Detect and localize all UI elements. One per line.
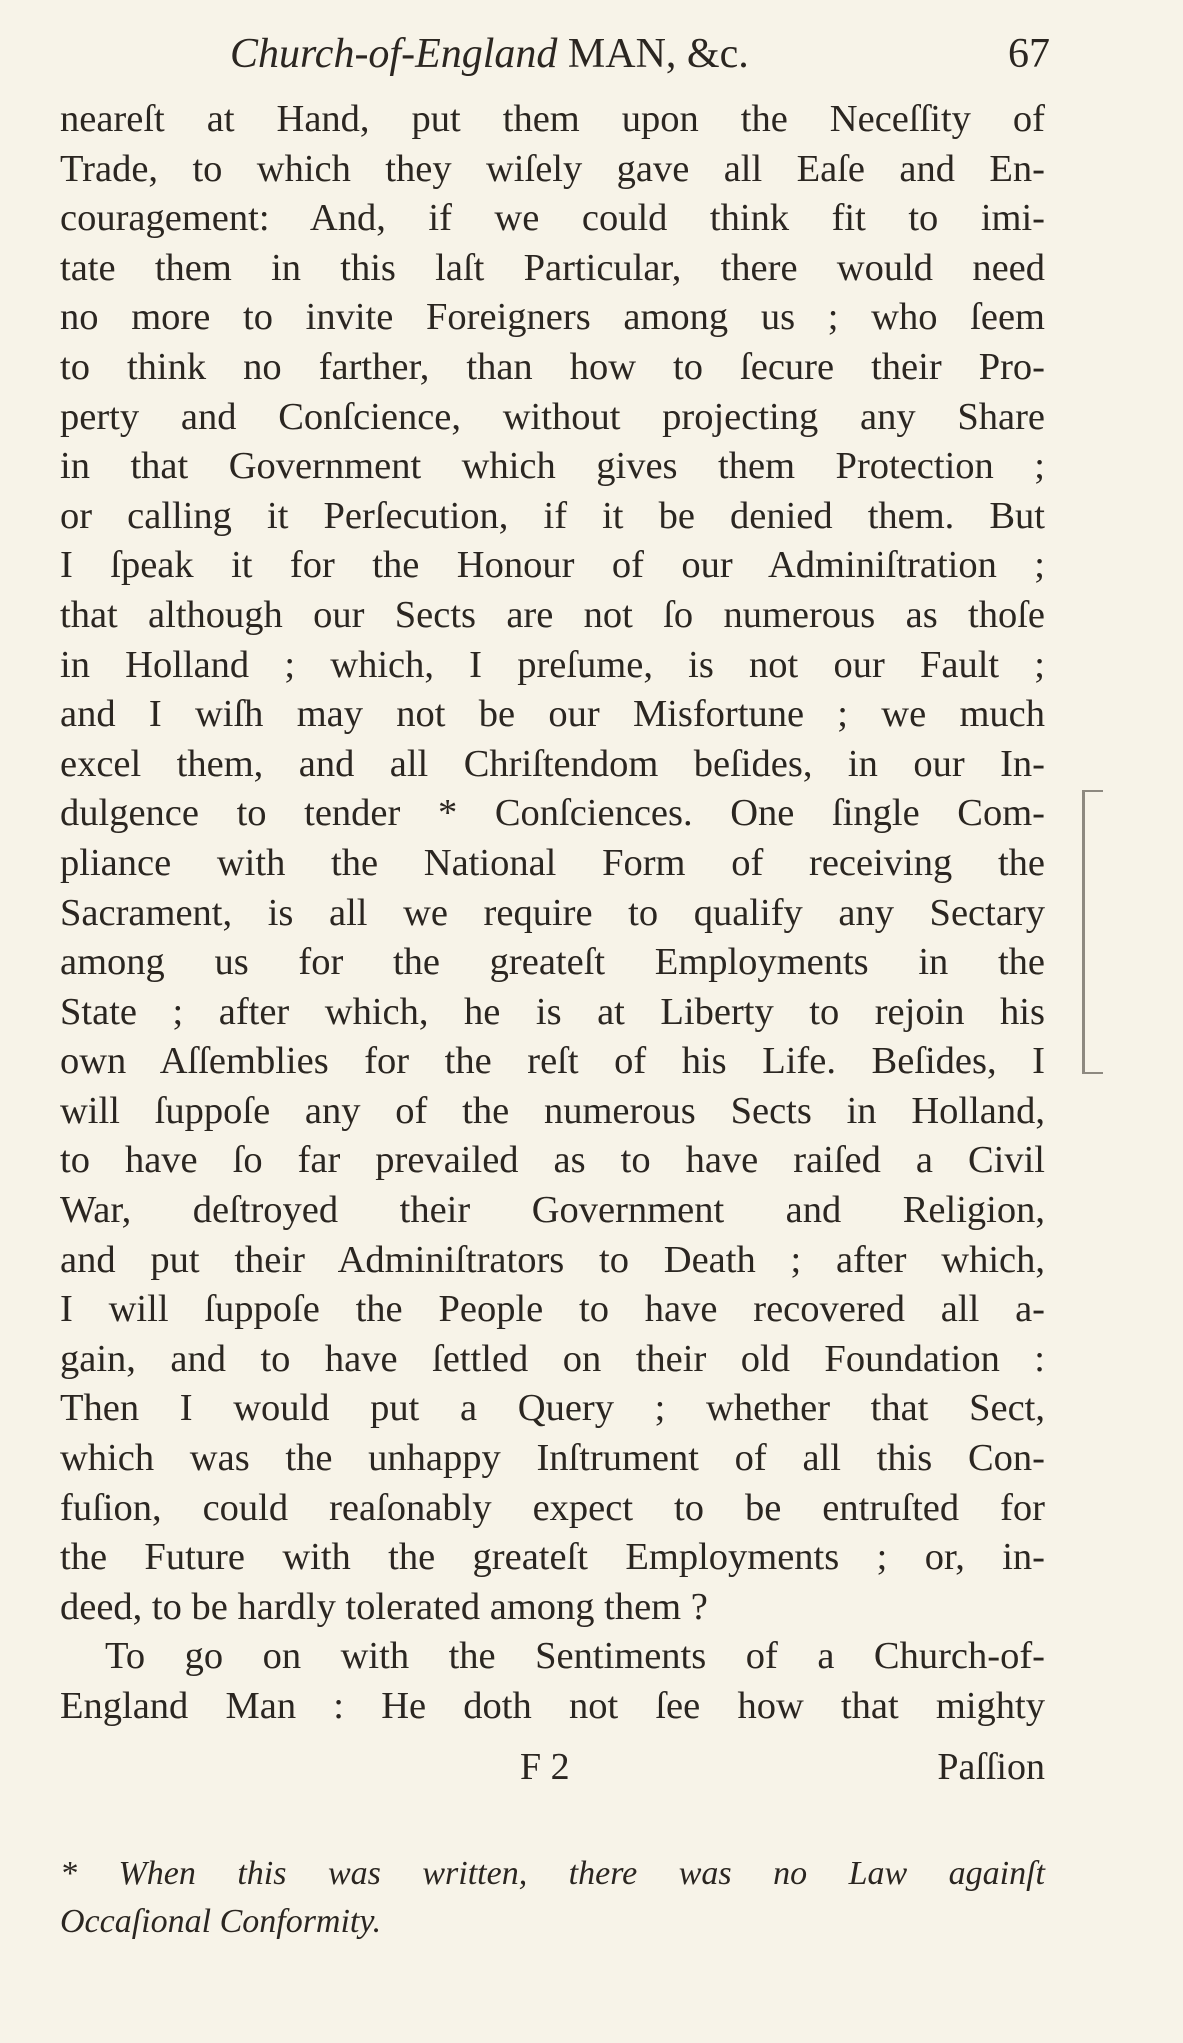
- text-line: pliance with the National Form of receiving the: [60, 841, 1045, 884]
- text-line: perty and Conſcience, without projecting any Share: [60, 395, 1045, 438]
- text-line: and put their Adminiſtrators to Death ; after which,: [60, 1238, 1045, 1281]
- text-line: no more to invite Foreigners among us ; who ſeem: [60, 296, 1045, 339]
- body-text: [60, 95, 1045, 1732]
- text-line: couragement: And, if we could think fit to imi-: [60, 197, 1045, 240]
- text-line: in that Government which gives them Protection ;: [60, 445, 1045, 488]
- text-line: to think no farther, than how to ſecure their Pro-: [60, 345, 1045, 388]
- text-line: to have ſo far prevailed as to have raiſed a Civil: [60, 1139, 1045, 1182]
- text-line: own Aſſemblies for the reſt of his Life. Beſides, I: [60, 1040, 1045, 1083]
- running-title: Church-of-England MAN, &c.: [230, 31, 749, 77]
- text-line: Then I would put a Query ; whether that Sect,: [60, 1387, 1045, 1430]
- text-line: will ſuppoſe any of the numerous Sects in Holland,: [60, 1089, 1045, 1132]
- text-line: fuſion, could reaſonably expect to be entruſted for: [60, 1486, 1045, 1529]
- footnote: [60, 1850, 1045, 1946]
- text-line: that although our Sects are not ſo numerous as thoſe: [60, 593, 1045, 636]
- text-line: in Holland ; which, I preſume, is not our Fault ;: [60, 643, 1045, 686]
- catchline: [60, 1745, 1045, 1795]
- text-line: which was the unhappy Inſtrument of all this Con-: [60, 1437, 1045, 1480]
- text-line: War, deſtroyed their Government and Religion,: [60, 1189, 1045, 1232]
- catchword: Paſſion: [937, 1746, 1045, 1788]
- page-number: 67: [1008, 31, 1050, 77]
- text-line: and I wiſh may not be our Misfortune ; we much: [60, 693, 1045, 736]
- text-line: or calling it Perſecution, if it be denied them. But: [60, 494, 1045, 537]
- text-line: State ; after which, he is at Liberty to rejoin his: [60, 990, 1045, 1033]
- footnote-line: Occaſional Conformity.: [60, 1903, 382, 1940]
- text-line: Trade, to which they wiſely gave all Eaſe and En-: [60, 147, 1045, 190]
- text-line: deed, to be hardly tolerated among them ?: [60, 1585, 708, 1628]
- text-line: excel them, and all Chriſtendom beſides, in our In-: [60, 742, 1045, 785]
- signature-mark: F 2: [520, 1746, 570, 1788]
- text-line: I ſpeak it for the Honour of our Adminiſtration ;: [60, 544, 1045, 587]
- running-header: [230, 22, 1050, 82]
- text-line: Sacrament, is all we require to qualify any Sectary: [60, 891, 1045, 934]
- margin-bracket-mark: [1082, 790, 1103, 1074]
- text-line: gain, and to have ſettled on their old Foundation :: [60, 1337, 1045, 1380]
- footnote-line: * When this was written, there was no Law againſt: [60, 1855, 1045, 1892]
- text-line: the Future with the greateſt Employments ; or, in-: [60, 1536, 1045, 1579]
- text-line: tate them in this laſt Particular, there would need: [60, 246, 1045, 289]
- text-line: England Man : He doth not ſee how that mighty: [60, 1685, 1045, 1727]
- text-line: I will ſuppoſe the People to have recovered all a-: [60, 1288, 1045, 1331]
- text-line: neareſt at Hand, put them upon the Neceſſity of: [60, 98, 1045, 140]
- text-line: dulgence to tender * Conſciences. One ſingle Com-: [60, 792, 1045, 835]
- text-line: among us for the greateſt Employments in the: [60, 941, 1045, 984]
- text-line: To go on with the Sentiments of a Church-of-: [105, 1635, 1045, 1678]
